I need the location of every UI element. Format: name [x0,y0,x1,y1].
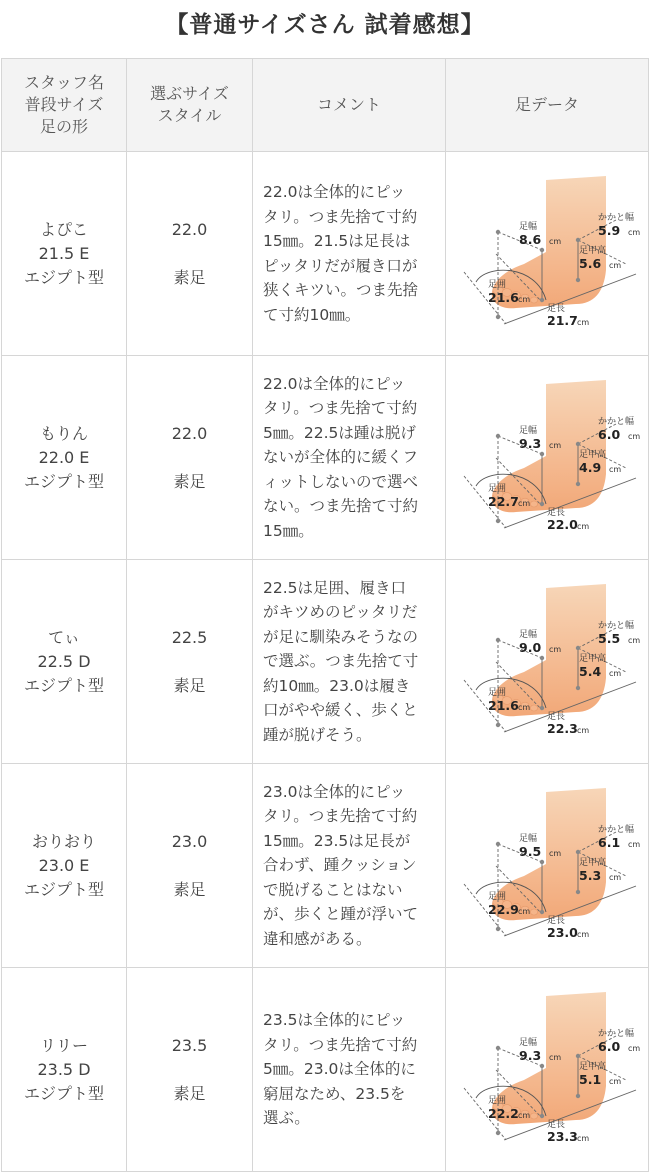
measure-value: 21.6 [488,698,519,713]
table-row [2,764,649,968]
foot-diagram [446,152,649,355]
usual-size: 22.5 D [37,651,91,671]
measure-value: 22.2 [488,1106,519,1121]
measure-label: 足長 [547,1120,566,1130]
measure-value: 22.3 [547,721,578,736]
chosen-size: 22.0 [171,219,208,239]
usual-size: 23.5 D [37,1059,91,1079]
measure-label: 足囲 [488,484,507,494]
staff-name: もりん [39,423,88,443]
measure-label: かかと幅 [598,417,635,427]
staff-cell [2,356,127,560]
measure-label: 足甲高 [579,450,607,460]
chosen-size: 23.0 [171,831,208,851]
measure-value: 5.5 [598,631,621,646]
measure-unit: cm [577,930,590,939]
measure-value: 9.0 [519,640,542,655]
measure-label: 足長 [547,712,566,722]
foot-data-cell [446,152,649,356]
foot-measure-length [547,711,589,736]
comment-cell [253,968,446,1172]
measure-unit: cm [549,237,562,246]
measure-unit: cm [577,1134,590,1143]
measure-value: 9.5 [519,844,542,859]
page-title: 【普通サイズさん 試着感想】 [165,12,485,38]
measure-unit: cm [609,465,622,474]
staff-name: てぃ [48,627,80,647]
measure-unit: cm [518,1111,531,1120]
measure-value: 23.0 [547,925,578,940]
measure-label: かかと幅 [598,213,635,223]
staff-cell [2,560,127,764]
measure-label: かかと幅 [598,825,635,835]
measure-unit: cm [518,499,531,508]
foot-measure-length [547,1119,589,1144]
size-cell [127,152,253,356]
measure-label: かかと幅 [598,1029,635,1039]
measure-unit: cm [577,318,590,327]
fitting-table [1,58,649,1172]
foot-measure-instep [579,856,621,883]
style: 素足 [173,879,206,899]
header-foot-data: 足データ [446,59,649,152]
foot-data-cell [446,356,649,560]
measure-unit: cm [628,1044,641,1053]
measure-value: 4.9 [579,460,602,475]
comment-text: 22.0は全体的にピッ タリ。つま先捨て寸約 15㎜。21.5は足長は ピッタリだが履き口が 狭くキツい。つま先捨 て寸約10㎜。 [263,183,419,324]
table-row [2,356,649,560]
measure-unit: cm [549,441,562,450]
foot-data-cell [446,560,649,764]
measure-unit: cm [518,295,531,304]
measure-label: 足長 [547,304,566,314]
measure-value: 5.9 [598,223,621,238]
style: 素足 [173,471,206,491]
measure-value: 9.3 [519,436,542,451]
style: 素足 [173,1083,206,1103]
measure-unit: cm [628,840,641,849]
size-cell [127,560,253,764]
measure-unit: cm [549,645,562,654]
measure-value: 5.1 [579,1072,602,1087]
measure-label: 足幅 [519,1038,538,1048]
foot-diagram [446,560,649,763]
measure-label: 足甲高 [579,654,607,664]
measure-label: 足幅 [519,630,538,640]
measure-value: 23.3 [547,1129,578,1144]
foot-measure-heel-width [598,823,640,850]
foot-shape: エジプト型 [23,471,104,491]
measure-label: 足甲高 [579,1062,607,1072]
foot-measure-instep [579,448,621,475]
staff-name: リリー [39,1035,88,1055]
foot-measure-instep [579,244,621,271]
measure-label: 足囲 [488,280,507,290]
foot-data-cell [446,764,649,968]
comment-text: 23.5は全体的にピッ タリ。つま先捨て寸約 5㎜。23.0は全体的に 窮屈なため、23.5を 選ぶ。 [263,1011,418,1128]
table-row [2,968,649,1172]
comment-cell [253,356,446,560]
foot-measure-instep [579,652,621,679]
measure-value: 6.0 [598,427,621,442]
usual-size: 23.0 E [38,855,90,875]
foot-measure-length [547,915,589,940]
measure-unit: cm [628,636,641,645]
measure-label: 足幅 [519,834,538,844]
table-row [2,560,649,764]
measure-unit: cm [518,907,531,916]
staff-name: よぴこ [39,219,88,239]
foot-measure-heel-width [598,415,640,442]
measure-value: 5.3 [579,868,602,883]
foot-diagram [446,764,649,967]
chosen-size: 22.0 [171,423,208,443]
measure-value: 21.6 [488,290,519,305]
staff-name: おりおり [31,831,96,851]
foot-shape: エジプト型 [23,1083,104,1103]
measure-value: 6.0 [598,1039,621,1054]
measure-unit: cm [549,1053,562,1062]
measure-unit: cm [609,261,622,270]
measure-unit: cm [577,522,590,531]
foot-shape: エジプト型 [23,879,104,899]
measure-label: かかと幅 [598,621,635,631]
table-row [2,152,649,356]
measure-unit: cm [577,726,590,735]
measure-value: 5.4 [579,664,602,679]
measure-unit: cm [518,703,531,712]
header-comment: コメント [253,59,446,152]
measure-label: 足幅 [519,426,538,436]
measure-label: 足甲高 [579,858,607,868]
foot-measure-length [547,507,589,532]
foot-shape: エジプト型 [23,267,104,287]
measure-label: 足長 [547,508,566,518]
measure-label: 足囲 [488,892,507,902]
foot-measure-heel-width [598,619,640,646]
size-cell [127,356,253,560]
comment-text: 22.0は全体的にピッ タリ。つま先捨て寸約 5㎜。22.5は踵は脱げ ないが全体的に緩くフ ィットしないので選べ ない。つま先捨て寸約 15㎜。 [263,374,419,540]
measure-value: 22.9 [488,902,519,917]
measure-value: 6.1 [598,835,621,850]
header-staff: スタッフ名 普段サイズ 足の形 [2,59,127,152]
measure-unit: cm [609,873,622,882]
chosen-size: 23.5 [171,1035,208,1055]
usual-size: 22.0 E [38,447,90,467]
measure-unit: cm [609,1077,622,1086]
comment-text: 23.0は全体的にピッ タリ。つま先捨て寸約 15㎜。23.5は足長が 合わず、踵クッション で脱げることはない が、歩くと踵が浮いて 違和感がある。 [263,782,419,948]
measure-value: 22.0 [547,517,578,532]
measure-label: 足幅 [519,222,538,232]
chosen-size: 22.5 [171,627,208,647]
measure-label: 足囲 [488,1096,507,1106]
size-cell [127,764,253,968]
foot-shape: エジプト型 [23,675,104,695]
comment-cell [253,764,446,968]
measure-value: 9.3 [519,1048,542,1063]
measure-unit: cm [628,228,641,237]
foot-diagram [446,356,649,559]
header-size: 選ぶサイズ スタイル [127,59,253,152]
comment-text: 22.5は足囲、履き口 がキツめのピッタリだ が足に馴染みそうなの で選ぶ。つま先捨て寸 約10㎜。23.0は履き 口がやや緩く、歩くと 踵が脱げそう。 [263,578,419,744]
usual-size: 21.5 E [38,243,90,263]
measure-unit: cm [628,432,641,441]
style: 素足 [173,675,206,695]
staff-cell [2,968,127,1172]
foot-measure-heel-width [598,211,640,238]
measure-value: 22.7 [488,494,519,509]
foot-measure-length [547,303,589,328]
table-header-row [2,59,649,152]
foot-data-cell [446,968,649,1172]
style: 素足 [173,267,206,287]
measure-value: 5.6 [579,256,602,271]
measure-label: 足囲 [488,688,507,698]
measure-unit: cm [609,669,622,678]
comment-cell [253,560,446,764]
foot-diagram [446,968,649,1171]
staff-cell [2,764,127,968]
measure-label: 足甲高 [579,246,607,256]
comment-cell [253,152,446,356]
staff-cell [2,152,127,356]
size-cell [127,968,253,1172]
foot-measure-heel-width [598,1027,640,1054]
measure-value: 21.7 [547,313,578,328]
measure-unit: cm [549,849,562,858]
foot-measure-instep [579,1060,621,1087]
measure-value: 8.6 [519,232,542,247]
measure-label: 足長 [547,916,566,926]
